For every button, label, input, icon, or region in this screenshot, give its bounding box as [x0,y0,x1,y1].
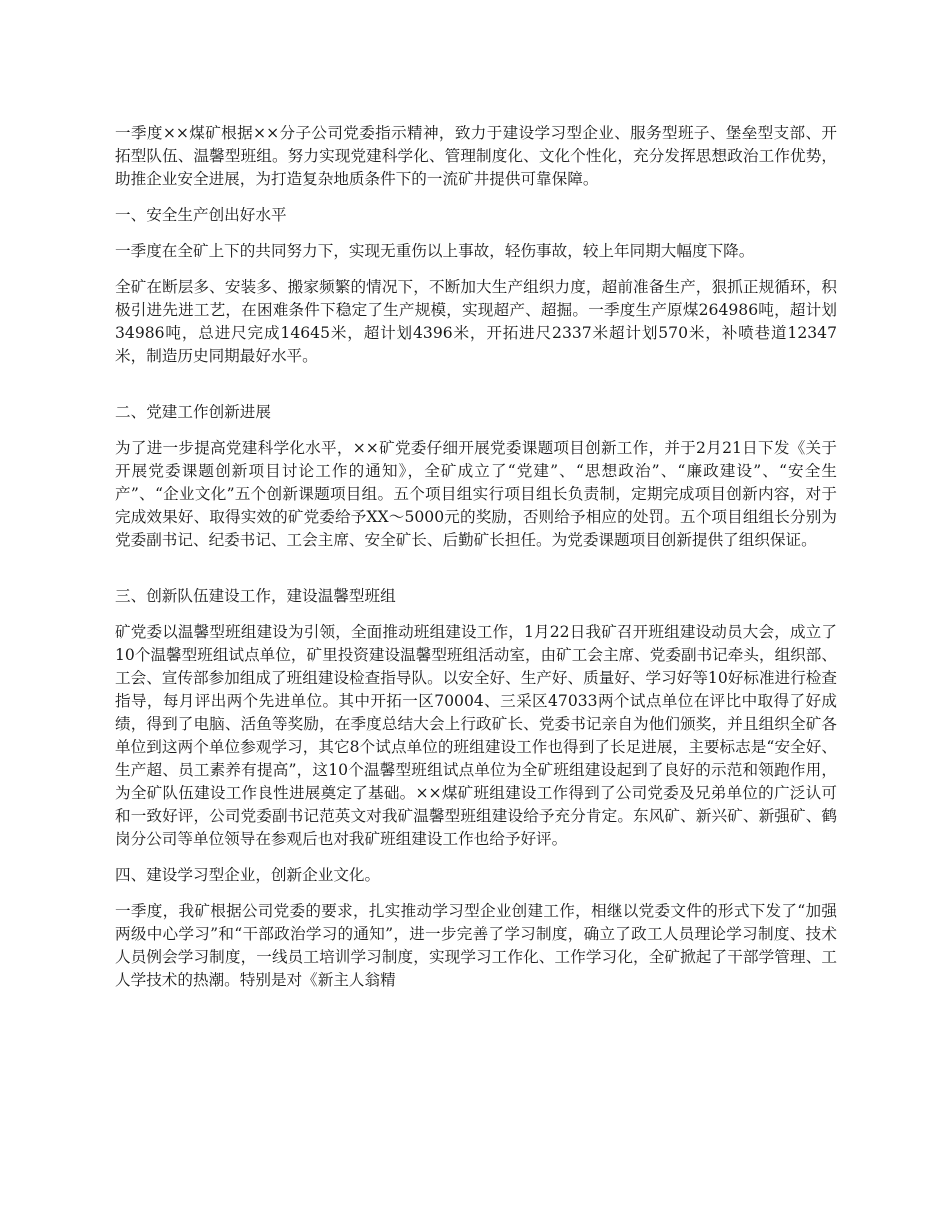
section-2-paragraph-1: 为了进一步提高党建科学化水平，××矿党委仔细开展党委课题项目创新工作，并于2月21日下发《关于开展党委课题创新项目讨论工作的通知》，全矿成立了“党建”、“思想政治”、“廉政建设”、“安全生产”、“企业文化”五个创新课题项目组。五个项目组实行项目组长负责制，定期完成项目创新内容，对于完成效果好、取得实效的矿党委给予XX～5000元的奖励，否则给予相应的处罚。五个项目组组长分别为党委副书记、纪委书记、工会主席、安全矿长、后勤矿长担任。为党委课题项目创新提供了组织保证。 [115,439,837,549]
section-3-paragraph-1: 矿党委以温馨型班组建设为引领，全面推动班组建设工作，1月22日我矿召开班组建设动员大会，成立了10个温馨型班组试点单位，矿里投资建设温馨型班组活动室，由矿工会主席、党委副书记牵头，组织部、工会、宣传部参加组成了班组建设检查指导队。以安全好、生产好、质量好、学习好等10好标准进行检查指导，每月评出两个先进单位。其中开拓一区70004、三采区47033两个试点单位在评比中取得了好成绩，得到了电脑、活鱼等奖励，在季度总结大会上行政矿长、党委书记亲自为他们颁奖，并且组织全矿各单位到这两个单位参观学习，其它8个试点单位的班组建设工作也得到了长足进展，主要标志是“安全好、生产超、员工素养有提高”，这10个温馨型班组试点单位为全矿班组建设起到了良好的示范和领跑作用，为全矿队伍建设工作良性进展奠定了基础。××煤矿班组建设工作得到了公司党委及兄弟单位的广泛认可和一致好评，公司党委副书记范英文对我矿温馨型班组建设给予充分肯定。东风矿、新兴矿、新强矿、鹤岗分公司等单位领导在参观后也对我矿班组建设工作也给予好评。 [115,623,837,848]
section-1-paragraph-1: 一季度在全矿上下的共同努力下，实现无重伤以上事故，轻伤事故，较上年同期大幅度下降。 [115,242,755,260]
section-1-heading: 一、安全生产创出好水平 [115,206,287,224]
document-page [115,122,837,1005]
section-spacer [115,565,837,585]
section-3-heading: 三、创新队伍建设工作，建设温馨型班组 [115,587,396,605]
intro-paragraph: 一季度××煤矿根据××分子公司党委指示精神，致力于建设学习型企业、服务型班子、堡垒型支部、开拓型队伍、温馨型班组。努力实现党建科学化、管理制度化、文化个性化，充分发挥思想政治工作优势，助推企业安全进展，为打造复杂地质条件下的一流矿井提供可靠保障。 [115,124,837,188]
section-4-heading: 四、建设学习型企业，创新企业文化。 [115,866,381,884]
section-1-paragraph-2: 全矿在断层多、安装多、搬家频繁的情况下，不断加大生产组织力度，超前准备生产，狠抓正规循环，积极引进先进工艺，在困难条件下稳定了生产规模，实现超产、超掘。一季度生产原煤264986吨，超计划34986吨，总进尺完成14645米，超计划4396米，开拓进尺2337米超计划570米，补喷巷道12347米，制造历史同期最好水平。 [115,278,837,365]
section-spacer [115,381,837,401]
section-2-heading: 二、党建工作创新进展 [115,403,271,421]
section-4-paragraph-1: 一季度，我矿根据公司党委的要求，扎实推动学习型企业创建工作，相继以党委文件的形式下发了“加强两级中心学习”和“干部政治学习的通知”，进一步完善了学习制度，确立了政工人员理论学习制度、技术人员例会学习制度，一线员工培训学习制度，实现学习工作化、工作学习化，全矿掀起了干部学管理、工人学技术的热潮。特别是对《新主人翁精 [115,902,837,989]
